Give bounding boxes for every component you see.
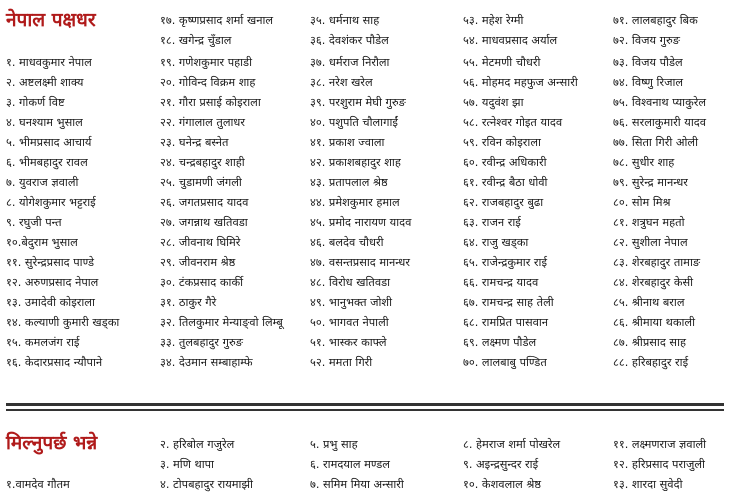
list-item: ११. लक्ष्मणराज ज्ञवाली (613, 438, 707, 451)
list-item: ६७. रामचन्द्र साह तेली (463, 296, 554, 309)
list-item: ६०. रवीन्द्र अधिकारी (463, 156, 547, 169)
list-item: ४८. विरोध खतिवडा (310, 276, 391, 289)
list-item: २०. गोविन्द विक्रम शाह (160, 76, 256, 89)
list-item: ४. घनश्याम भुसाल (6, 116, 83, 129)
list-item: ७२. विजय गुरुङ (613, 34, 680, 47)
list-item: ४३. प्रतापलाल श्रेष्ठ (310, 176, 388, 189)
list-item: १६. केदारप्रसाद न्यौपाने (6, 356, 103, 369)
list-item: ४४. प्रमेशकुमार हमाल (310, 196, 400, 209)
list-item: ८१. शत्रुघन महतो (613, 216, 685, 229)
list-item: ३. मणि थापा (160, 458, 214, 471)
list-item: ६. रामदयाल मण्डल (310, 458, 390, 471)
list-item: १४. कल्याणी कुमारी खड्का (6, 316, 120, 329)
list-item: ६२. राजबहादुर बुढा (463, 196, 544, 209)
list-item: ४५. प्रमोद नारायण यादव (310, 216, 412, 229)
list-item: ५४. माधवप्रसाद अर्याल (463, 34, 558, 47)
list-item: १.वामदेव गौतम (6, 478, 70, 491)
list-item: ६६. रामचन्द्र यादव (463, 276, 539, 289)
list-item: २९. जीवनराम श्रेष्ठ (160, 256, 236, 269)
list-item: ६४. राजु खड्का (463, 236, 529, 249)
list-item: ७. युवराज ज्ञवाली (6, 176, 79, 189)
list-item: ६१. रवीन्द्र बैठा धोवी (463, 176, 548, 189)
list-item: २५. चुडामणी जंगली (160, 176, 242, 189)
list-item: ३६. देवशंकर पौडेल (310, 34, 389, 47)
list-item: ६३. राजन राई (463, 216, 521, 229)
list-item: १०. केशवलाल श्रेष्ठ (463, 478, 542, 491)
list-item: ६८. रामप्रित पासवान (463, 316, 549, 329)
list-item: ३८. नरेश खरेल (310, 76, 373, 89)
list-item: ८. हेमराज शर्मा पोखरेल (463, 438, 561, 451)
list-item: ५. भीमप्रसाद आचार्य (6, 136, 92, 149)
list-item: ३. गोकर्ण विष्ट (6, 96, 65, 109)
list-item: २८. जीवनाथ घिमिरे (160, 236, 241, 249)
list-item: २१. गौरा प्रसाई कोइराला (160, 96, 261, 109)
list-item: १८. खगेन्द्र चुँडाल (160, 34, 232, 47)
list-item: १. माधवकुमार नेपाल (6, 56, 92, 69)
list-item: १३. उमादेवी कोइराला (6, 296, 95, 309)
list-item: १७. कृष्णप्रसाद शर्मा खनाल (160, 14, 274, 27)
list-item: ३९. परशुराम मेघी गुरुङ (310, 96, 406, 109)
list-item: २३. घनेन्द्र बस्नेत (160, 136, 229, 149)
list-item: ५५. मेटमणी चौधरी (463, 56, 541, 69)
list-item: ३०. टंकप्रसाद कार्की (160, 276, 244, 289)
list-item: ९. अइन्द्रसुन्दर राई (463, 458, 539, 471)
list-item: १९. गणेशकुमार पहाडी (160, 56, 253, 69)
list-item: ७९. सुरेन्द्र मानन्धर (613, 176, 688, 189)
list-item: ४०. पशुपति चौलागाईं (310, 116, 398, 129)
list-item: १२. हरिप्रसाद पराजुली (613, 458, 705, 471)
section-heading-milnuparchha-bhanne: मिल्नुपर्छ भन्ने (6, 432, 98, 454)
list-item: ३७. धर्मराज निरौला (310, 56, 390, 69)
list-item: १३. शारदा सुवेदी (613, 478, 683, 491)
list-item: ३३. तुलबहादुर गुरुङ (160, 336, 243, 349)
list-item: ३१. ठाकुर गैरे (160, 296, 217, 309)
list-item: ८७. श्रीप्रसाद साह (613, 336, 686, 349)
list-item: ७८. सुधीर शाह (613, 156, 675, 169)
list-item: ८२. सुशीला नेपाल (613, 236, 688, 249)
list-item: ८३. शेरबहादुर तामाङ (613, 256, 701, 269)
list-item: ७. समिम मिया अन्सारी (310, 478, 404, 491)
list-item: ११. सुरेन्द्रप्रसाद पाण्डे (6, 256, 95, 269)
list-item: ७४. विष्णु रिजाल (613, 76, 684, 89)
list-item: ६५. राजेन्द्रकुमार राई (463, 256, 548, 269)
list-item: ७०. लालबाबु पण्डित (463, 356, 547, 369)
list-item: ५९. रविन कोइराला (463, 136, 541, 149)
list-item: ५८. रत्नेश्वर गोइत यादव (463, 116, 563, 129)
list-item: ७७. सिता गिरी ओली (613, 136, 699, 149)
list-item: १५. कमलजंग राई (6, 336, 80, 349)
list-item: ३५. धर्मनाथ साह (310, 14, 380, 27)
list-item: ५१. भास्कर काफ्ले (310, 336, 387, 349)
list-item: २२. गंगालाल तुलाधर (160, 116, 246, 129)
list-item: ८०. सोम मिश्र (613, 196, 671, 209)
list-item: ५६. मोहमद महफुज अन्सारी (463, 76, 578, 89)
list-item: ४. टोपबहादुर रायमाझी (160, 478, 253, 491)
list-item: १२. अरुणप्रसाद नेपाल (6, 276, 99, 289)
list-item: ७५. विश्वनाथ प्याकुरेल (613, 96, 707, 109)
list-item: ५७. यदुवंश झा (463, 96, 524, 109)
list-item: ४७. वसन्तप्रसाद मानन्धर (310, 256, 410, 269)
list-item: ६. भीमबहादुर रावल (6, 156, 88, 169)
list-item: ८८. हरिबहादुर राई (613, 356, 689, 369)
list-item: ८५. श्रीनाथ बराल (613, 296, 685, 309)
list-item: ३४. देउमान सम्बाहाम्फे (160, 356, 253, 369)
list-item: ५०. भागवत नेपाली (310, 316, 389, 329)
list-item: ५. प्रभु साह (310, 438, 358, 451)
section-heading-nepal-pakshadhar: नेपाल पक्षधर (6, 9, 96, 31)
list-item: ७१. लालबहादुर बिक (613, 14, 698, 27)
list-item: ६९. लक्ष्मण पौडेल (463, 336, 537, 349)
list-item: ५२. ममता गिरी (310, 356, 373, 369)
list-item: ४१. प्रकाश ज्वाला (310, 136, 385, 149)
list-item: ७३. विजय पौडेल (613, 56, 683, 69)
list-item: ३२. तिलकुमार मेन्याङ्वो लिम्बू (160, 316, 283, 329)
section-divider-bottom (6, 409, 724, 411)
list-item: ८६. श्रीमाया थकाली (613, 316, 696, 329)
list-item: २. हरिबोल गजुरेल (160, 438, 235, 451)
list-item: २. अष्टलक्ष्मी शाक्य (6, 76, 84, 89)
list-item: १०.बेदुराम भुसाल (6, 236, 78, 249)
list-item: २६. जगतप्रसाद यादव (160, 196, 249, 209)
list-item: ५३. महेश रेग्मी (463, 14, 524, 27)
section-divider-top (6, 403, 724, 406)
list-item: ८. योगेशकुमार भट्टराई (6, 196, 96, 209)
list-item: ४९. भानुभक्त जोशी (310, 296, 393, 309)
list-item: ७६. सरलाकुमारी यादव (613, 116, 707, 129)
list-item: २४. चन्द्रबहादुर शाही (160, 156, 245, 169)
list-item: ४२. प्रकाशबहादुर शाह (310, 156, 401, 169)
list-item: ४६. बलदेव चौधरी (310, 236, 384, 249)
list-item: ८४. शेरबहादुर केसी (613, 276, 694, 289)
list-item: २७. जगन्नाथ खतिवडा (160, 216, 248, 229)
list-item: ९. रघुजी पन्त (6, 216, 62, 229)
